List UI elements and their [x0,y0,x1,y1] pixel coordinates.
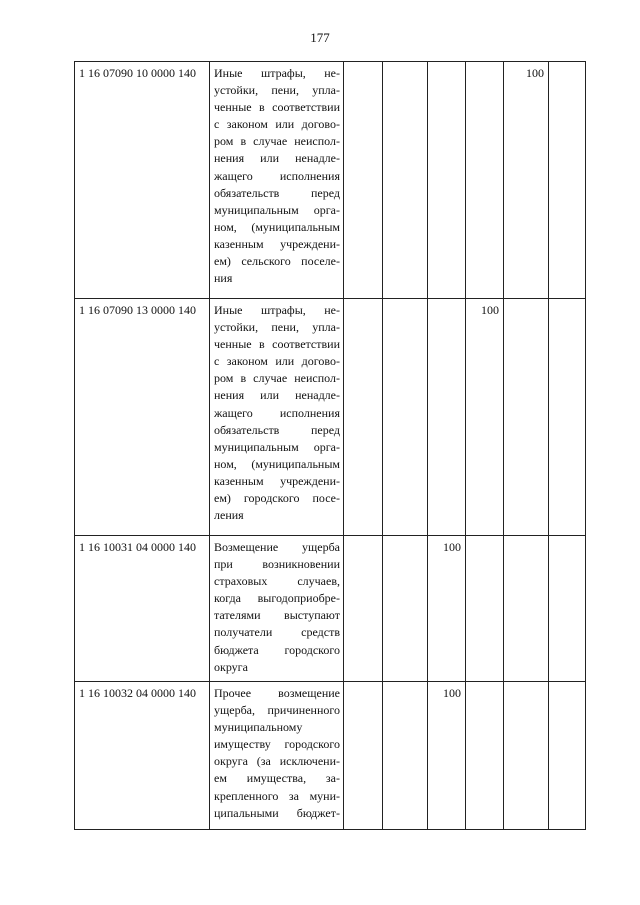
value-cell [428,62,466,299]
value-cell [504,536,549,682]
description-line: Возмещение ущерба [214,540,340,554]
value-cell [549,299,586,536]
description-line: ем имущества, за- [214,771,340,786]
value-cell [344,62,383,299]
description-line: устойки, пени, упла- [214,320,340,335]
description-line: муниципальным орга- [214,439,340,454]
value-cell: 100 [504,62,549,299]
description-cell [210,682,344,830]
description-line: округа [214,659,248,674]
description-line: жащего исполнения [214,168,340,183]
value-cell [428,299,466,536]
description-line: муниципальному [214,720,303,735]
value-cell: 100 [428,682,466,830]
table-row [75,536,586,682]
description-line: устойки, пени, упла- [214,83,340,98]
description-line: ром в случае неиспол- [214,371,340,386]
budget-table [74,61,586,830]
budget-code-cell: 1 16 10031 04 0000 140 [75,536,210,682]
description-cell [210,536,344,682]
description-line: имуществу городского [214,737,340,752]
value-cell [344,299,383,536]
description-line: бюджета городского [214,642,340,657]
description-line: тателями выступают [214,608,340,623]
description-line: крепленного за муни- [214,788,340,803]
description-line: ущерба, причиненного [214,703,340,718]
budget-code-cell: 1 16 10032 04 0000 140 [75,682,210,830]
description-line: с законом или догово- [214,117,340,132]
value-cell [383,536,428,682]
description-line: ром в случае неиспол- [214,134,340,149]
description-line: ном, (муниципальным [214,456,340,471]
description-line: Иные штрафы, не- [214,66,340,80]
value-cell [383,299,428,536]
value-cell [466,62,504,299]
value-cell [504,682,549,830]
value-cell: 100 [428,536,466,682]
description-cell [210,299,344,536]
description-line: нения или ненадле- [214,388,340,403]
value-cell [466,536,504,682]
description-line: казенным учреждени- [214,473,340,488]
description-line: ченные в соответствии [214,100,340,115]
description-line: казенным учреждени- [214,236,340,251]
page-number: 177 [310,30,330,45]
table-row [75,682,586,830]
value-cell: 100 [466,299,504,536]
description-line: нения или ненадле- [214,151,340,166]
value-cell [344,536,383,682]
description-line: ченные в соответствии [214,337,340,352]
description-line: при возникновении [214,557,340,572]
table-row [75,299,586,536]
value-cell [549,682,586,830]
description-line: получатели средств [214,625,340,640]
value-cell [344,682,383,830]
value-cell [549,62,586,299]
value-cell [549,536,586,682]
description-line: ем) сельского поселе- [214,254,340,269]
description-line: страховых случаев, [214,574,340,589]
description-line: округа (за исключени- [214,754,340,769]
description-line: когда выгодоприобре- [214,591,340,606]
value-cell [466,682,504,830]
description-line: с законом или догово- [214,354,340,369]
description-line: ципальными бюджет- [214,805,340,820]
description-line: муниципальным орга- [214,202,340,217]
table-row [75,62,586,299]
description-cell [210,62,344,299]
budget-code-cell: 1 16 07090 10 0000 140 [75,62,210,299]
description-line: ем) городского посе- [214,491,340,506]
value-cell [383,682,428,830]
description-line: Иные штрафы, не- [214,303,340,317]
description-line: Прочее возмещение [214,686,340,700]
description-line: жащего исполнения [214,405,340,420]
budget-code-cell: 1 16 07090 13 0000 140 [75,299,210,536]
description-line: обязательств перед [214,422,340,437]
description-line: ния [214,271,233,286]
description-line: ления [214,508,244,523]
value-cell [383,62,428,299]
description-line: обязательств перед [214,185,340,200]
value-cell [504,299,549,536]
description-line: ном, (муниципальным [214,219,340,234]
